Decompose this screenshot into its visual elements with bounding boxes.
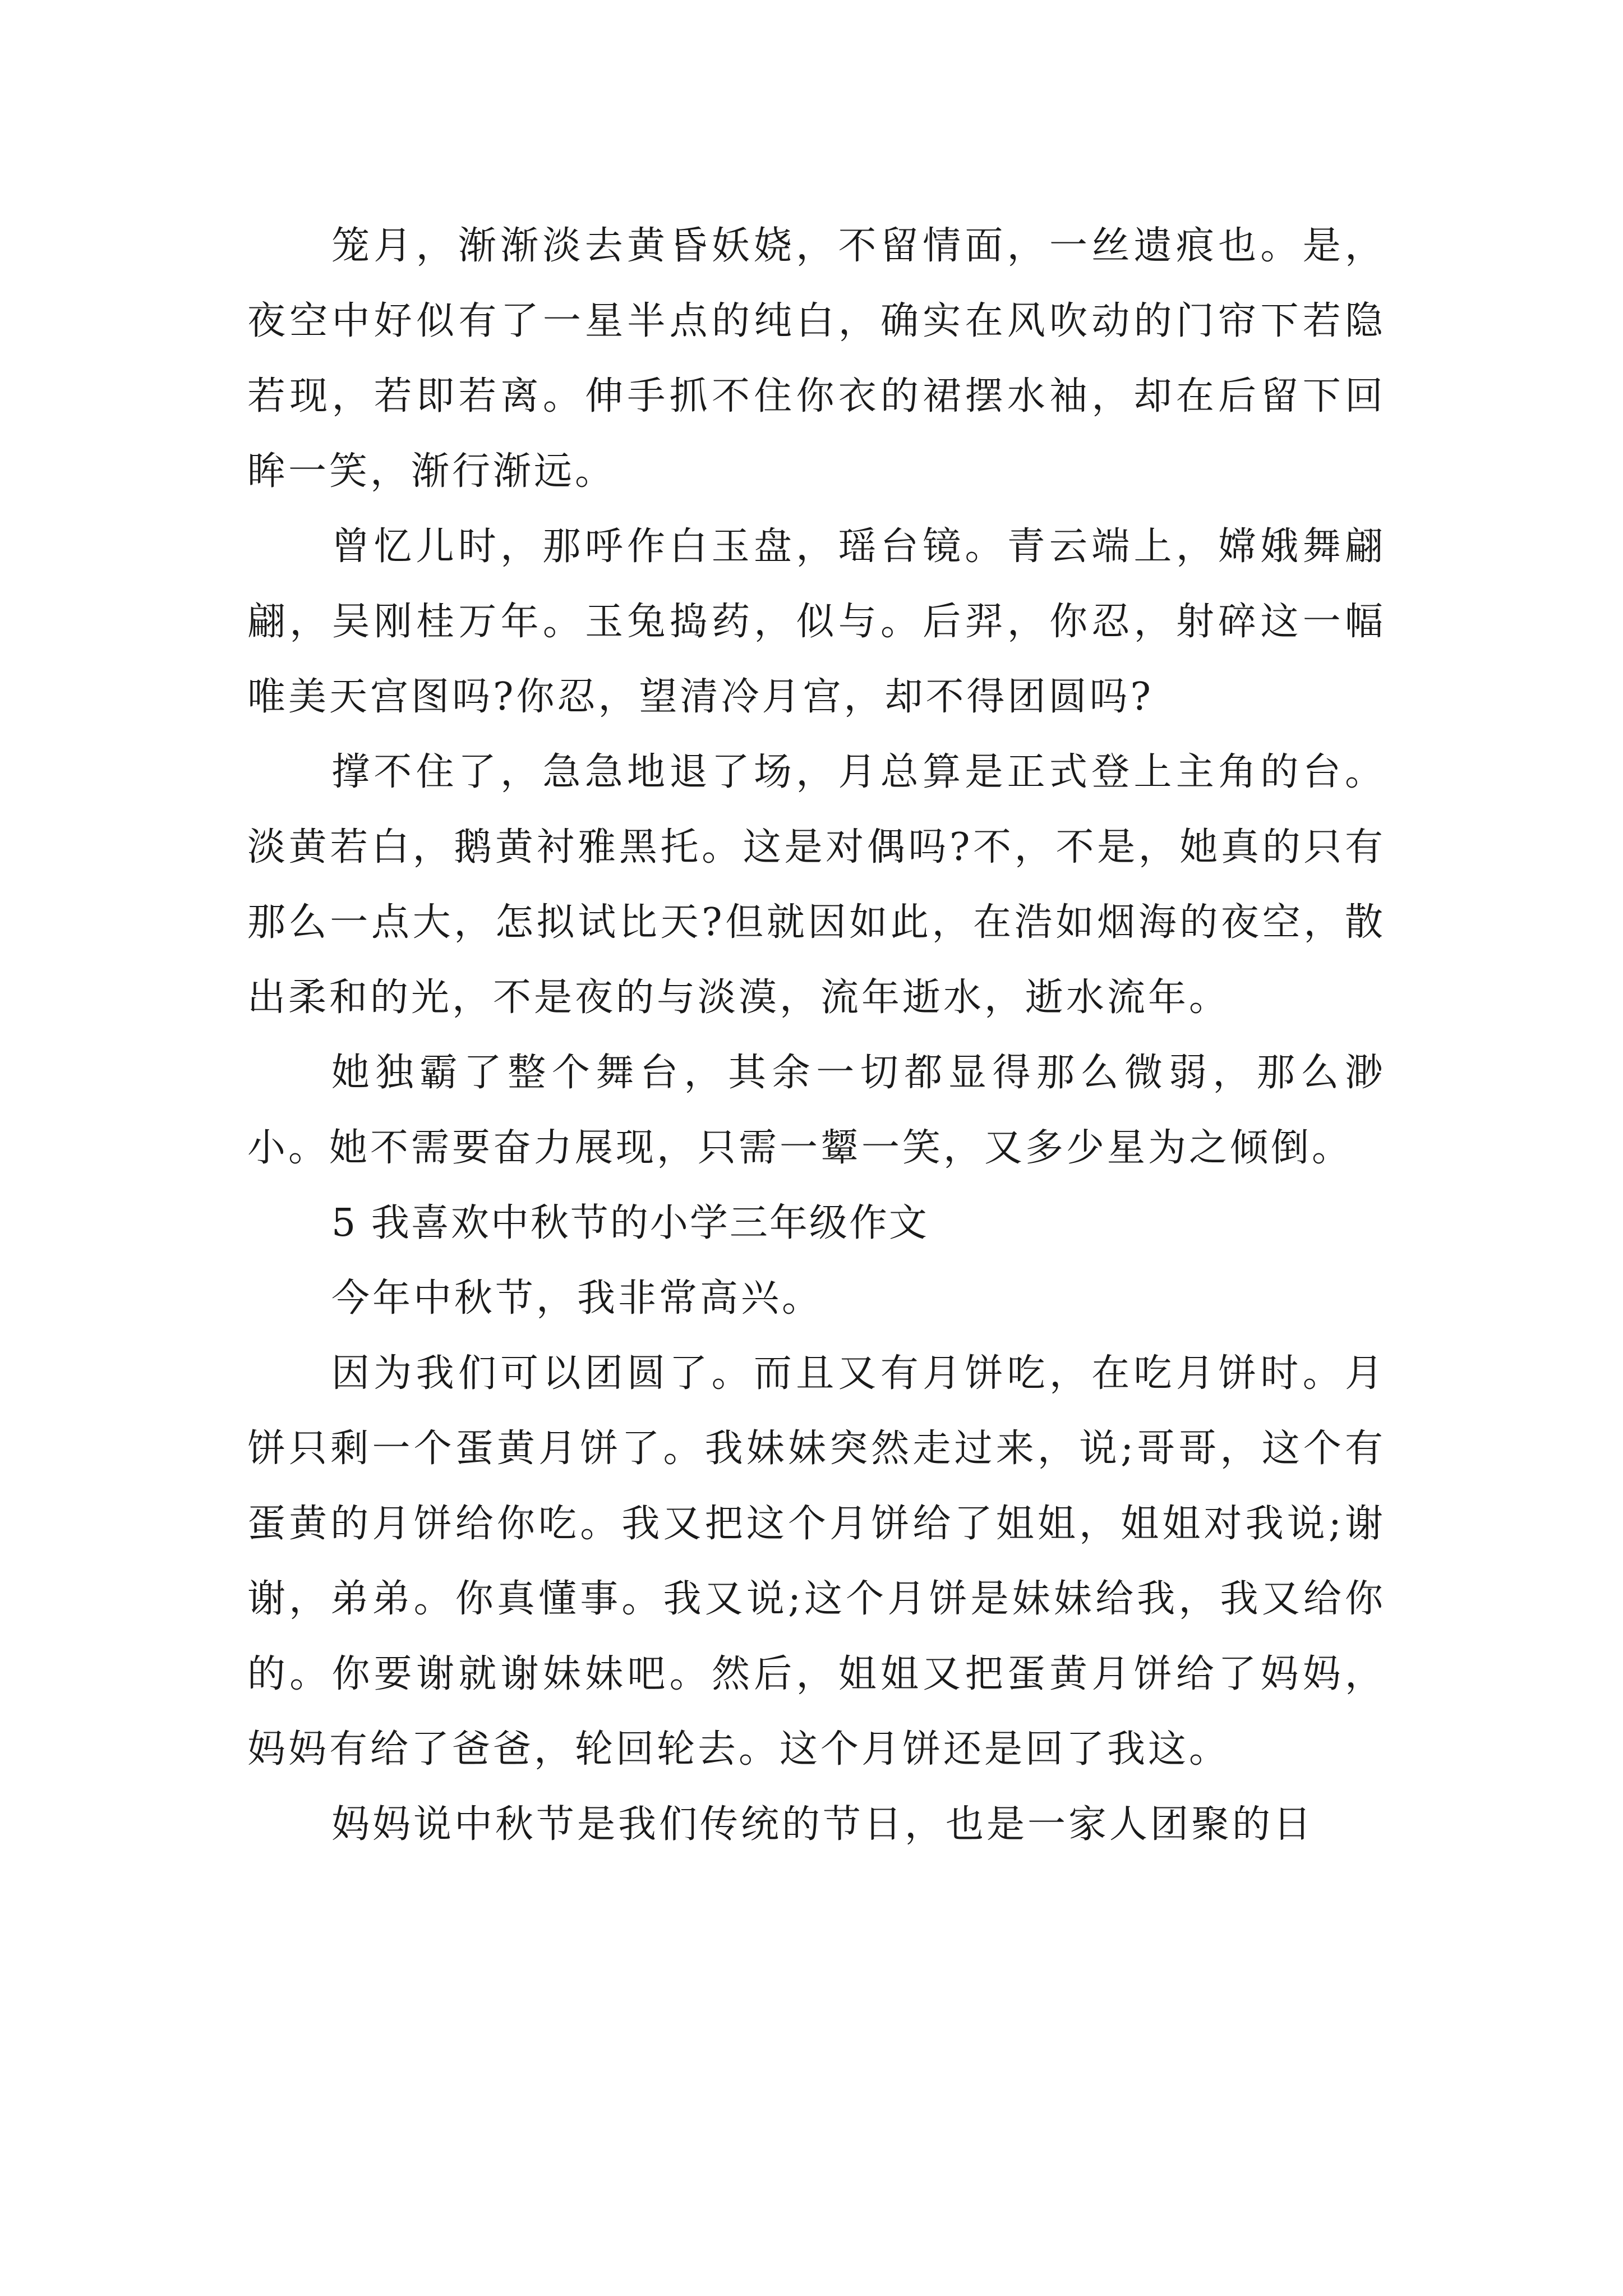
paragraph-misty-moon: 笼月，渐渐淡去黄昏妖娆，不留情面，一丝遗痕也。是，夜空中好似有了一星半点的纯白，确实在风吹动的门帘下若隐若现，若即若离。伸手抓不住你衣的裙摆水袖，却在后留下回眸一笑，渐行渐远。	[247, 224, 1386, 494]
essay-title: 5 我喜欢中秋节的小学三年级作文	[331, 1201, 929, 1245]
paragraph-mid-autumn-happy: 今年中秋节，我非常高兴。	[331, 1276, 823, 1320]
essay-body	[247, 209, 1386, 1862]
paragraph-childhood-memory: 曾忆儿时，那呼作白玉盘，瑶台镜。青云端上，嫦娥舞翩翩，吴刚桂万年。玉兔捣药，似与。后羿，你忍，射碎这一幅唯美天宫图吗?你忍，望清冷月宫，却不得团圆吗?	[247, 524, 1386, 719]
paragraph-mother-says: 妈妈说中秋节是我们传统的节日，也是一家人团聚的日	[331, 1802, 1315, 1847]
paragraph-moon-takes-stage: 撑不住了，急急地退了场，月总算是正式登上主角的台。淡黄若白，鹅黄衬雅黑托。这是对偶吗?不，不是，她真的只有那么一点大，怎拟试比天?但就因如此，在浩如烟海的夜空，散出柔和的光，不是夜的与淡漠，流年逝水，逝水流年。	[247, 750, 1386, 1020]
paragraph-moon-dominates: 她独霸了整个舞台，其余一切都显得那么微弱，那么渺小。她不需要奋力展现，只需一颦一笑，又多少星为之倾倒。	[247, 1051, 1386, 1170]
paragraph-mooncake-story: 因为我们可以团圆了。而且又有月饼吃，在吃月饼时。月饼只剩一个蛋黄月饼了。我妹妹突然走过来，说;哥哥，这个有蛋黄的月饼给你吃。我又把这个月饼给了姐姐，姐姐对我说;谢谢，弟弟。你真懂事。我又说;这个月饼是妹妹给我，我又给你的。你要谢就谢妹妹吧。然后，姐姐又把蛋黄月饼给了妈妈，妈妈有给了爸爸，轮回轮去。这个月饼还是回了我这。	[247, 1351, 1386, 1772]
